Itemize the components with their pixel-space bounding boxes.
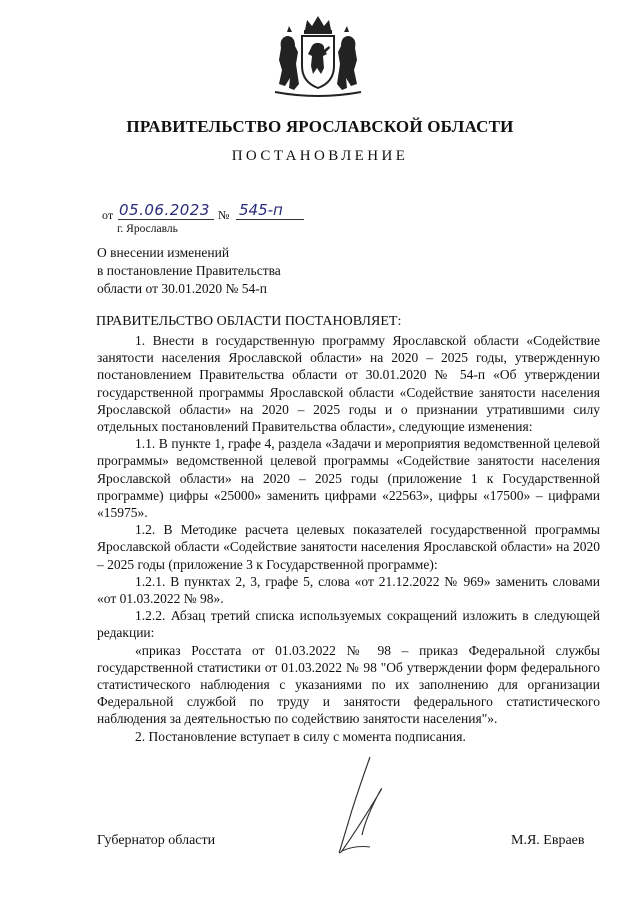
signer-title: Губернатор области bbox=[97, 833, 216, 848]
paragraph-1-1: 1.1. В пункте 1, графе 4, раздела «Задачи и мероприятия ведомственной целевой программы» ведомственной целевой программы «Содействие занятости населения Ярославской области» на 2020 – 2025 годы (приложение 1 к Государственной программе) цифры «25000» заменить цифрами «22563», цифры «17500» – цифрами «15975». bbox=[97, 436, 600, 521]
signer-name: М.Я. Евраев bbox=[511, 833, 585, 848]
paragraph-2: 2. Постановление вступает в силу с момента подписания. bbox=[135, 728, 466, 744]
coat-of-arms-icon bbox=[267, 8, 369, 100]
handwritten-signature-icon bbox=[300, 755, 420, 860]
city: г. Ярославль bbox=[117, 223, 178, 235]
paragraph-1-2-1: 1.2.1. В пунктах 2, 3, графе 5, слова «от 21.12.2022 № 969» заменить словами «от 01.03.2022 № 98». bbox=[97, 573, 600, 607]
resolution-heading: ПРАВИТЕЛЬСТВО ОБЛАСТИ ПОСТАНОВЛЯЕТ: bbox=[96, 314, 402, 329]
document-type: ПОСТАНОВЛЕНИЕ bbox=[231, 148, 409, 164]
document-subject bbox=[97, 244, 281, 298]
date-underline bbox=[118, 219, 214, 220]
registration-line bbox=[102, 201, 362, 223]
subject-line: области от 30.01.2020 № 54-п bbox=[97, 281, 267, 296]
registration-number: 545-п bbox=[239, 201, 283, 219]
paragraph-1-2: 1.2. В Методике расчета целевых показателей государственной программы Ярославской области «Содействие занятости населения Ярославской области» на 2020 – 2025 годы (приложение 3 к Государственной программе): bbox=[97, 522, 600, 572]
government-name: ПРАВИТЕЛЬСТВО ЯРОСЛАВСКОЙ ОБЛАСТИ bbox=[126, 117, 514, 136]
paragraph-1: 1. Внести в государственную программу Ярославской области «Содействие занятости населения Ярославской области» на 2020 – 2025 годы, утвержденную постановлением Правительства области от 30.01.2020 № 54-п «Об утверждении государственной программы Ярославской области «Содействие занятости населения Ярославской области» на 2020 – 2025 годы и о признании утратившими силу отдельных постановлений Правительства области», следующие изменения: bbox=[97, 333, 600, 435]
registration-date: 05.06.2023 bbox=[119, 201, 210, 219]
number-underline bbox=[236, 219, 304, 220]
number-label: № bbox=[218, 208, 230, 222]
document-body bbox=[97, 332, 600, 745]
subject-line: в постановление Правительства bbox=[97, 263, 281, 278]
date-label: от bbox=[102, 208, 114, 222]
paragraph-1-2-2: 1.2.2. Абзац третий списка используемых сокращений изложить в следующей редакции: bbox=[97, 608, 600, 641]
subject-line: О внесении изменений bbox=[97, 245, 230, 260]
paragraph-quote: «приказ Росстата от 01.03.2022 № 98 – приказ Федеральной службы государственной статистики от 01.03.2022 № 98 "Об утверждении форм федерального статистического наблюдения с указаниями по их заполнению для организации Федеральной службой по труду и занятости федерального статистического наблюдения за деятельностью по содействию занятости населения"». bbox=[97, 642, 600, 727]
